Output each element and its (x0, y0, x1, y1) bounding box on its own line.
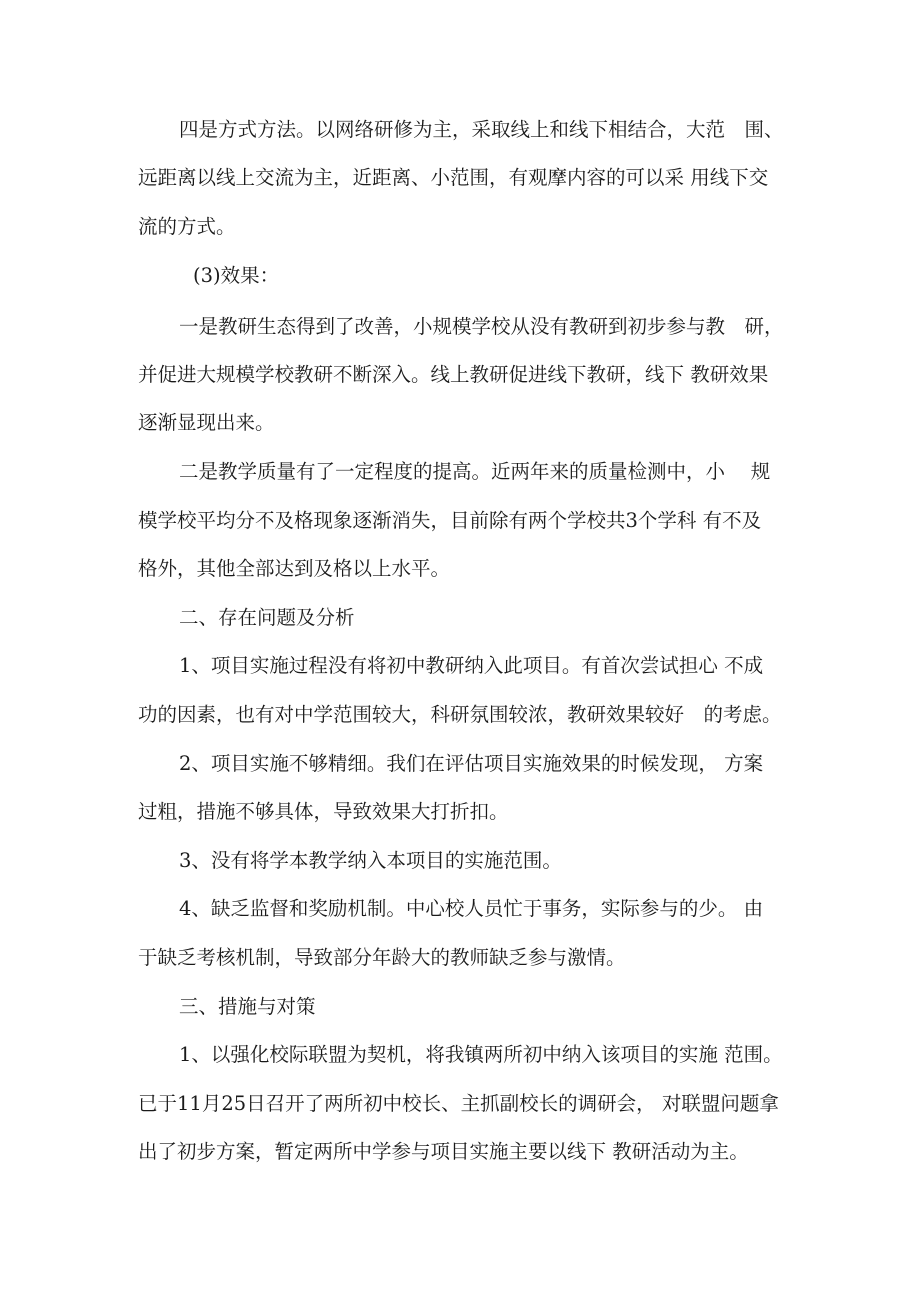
paragraph-problem-1-line-1: 1、项目实施过程没有将初中教研纳入此项目。有首次尝试担心 不成 (179, 654, 764, 677)
paragraph-method-line-2: 远距离以线上交流为主，近距离、小范围，有观摩内容的可以采 用线下交 (138, 166, 769, 189)
paragraph-effect-2-line-1: 二是教学质量有了一定程度的提高。近两年来的质量检测中，小 规 (179, 460, 771, 483)
paragraph-effect-1-line-3: 逐渐显现出来。 (138, 411, 275, 434)
paragraph-effect-1-line-2: 并促进大规模学校教研不断深入。线上教研促进线下教研，线下 教研效果 (138, 363, 769, 386)
paragraph-problem-4-line-2: 于缺乏考核机制，导致部分年龄大的教师缺乏参与激情。 (138, 946, 626, 969)
paragraph-effect-2-line-3: 格外，其他全部达到及格以上水平。 (138, 557, 451, 580)
paragraph-method-line-1: 四是方式方法。以网络研修为主，采取线上和线下相结合，大范 围、 (179, 118, 784, 141)
paragraph-measure-1-line-1: 1、以强化校际联盟为契机，将我镇两所初中纳入该项目的实施 范围。 (179, 1043, 783, 1066)
paragraph-problem-1-line-2: 功的因素，也有对中学范围较大，科研氛围较浓，教研效果较好 的考虑。 (138, 703, 782, 726)
paragraph-method-line-3: 流的方式。 (138, 215, 236, 238)
paragraph-measure-1-line-2: 已于11月25日召开了两所初中校长、主抓副校长的调研会， 对联盟问题拿 (138, 1092, 779, 1115)
paragraph-measure-1-line-3: 出了初步方案，暂定两所中学参与项目实施主要以线下 教研活动为主。 (138, 1140, 749, 1163)
section-heading-measures: 三、措施与对策 (179, 995, 316, 1018)
paragraph-problem-2-line-2: 过粗，措施不够具体，导致效果大打折扣。 (138, 800, 509, 823)
paragraph-effect-1-line-1: 一是教研生态得到了改善，小规模学校从没有教研到初步参与教 研， (179, 315, 784, 338)
paragraph-problem-3-line-1: 3、没有将学本教学纳入本项目的实施范围。 (179, 849, 562, 872)
paragraph-problem-4-line-1: 4、缺乏监督和奖励机制。中心校人员忙于事务，实际参与的少。 由 (179, 897, 764, 920)
paragraph-problem-2-line-1: 2、项目实施不够精细。我们在评估项目实施效果的时候发现， 方案 (179, 752, 764, 775)
section-heading-problems: 二、存在问题及分析 (179, 606, 355, 629)
effect-heading: (3)效果： (193, 264, 280, 287)
paragraph-effect-2-line-2: 模学校平均分不及格现象逐渐消失，目前除有两个学校共3个学科 有不及 (138, 509, 762, 532)
